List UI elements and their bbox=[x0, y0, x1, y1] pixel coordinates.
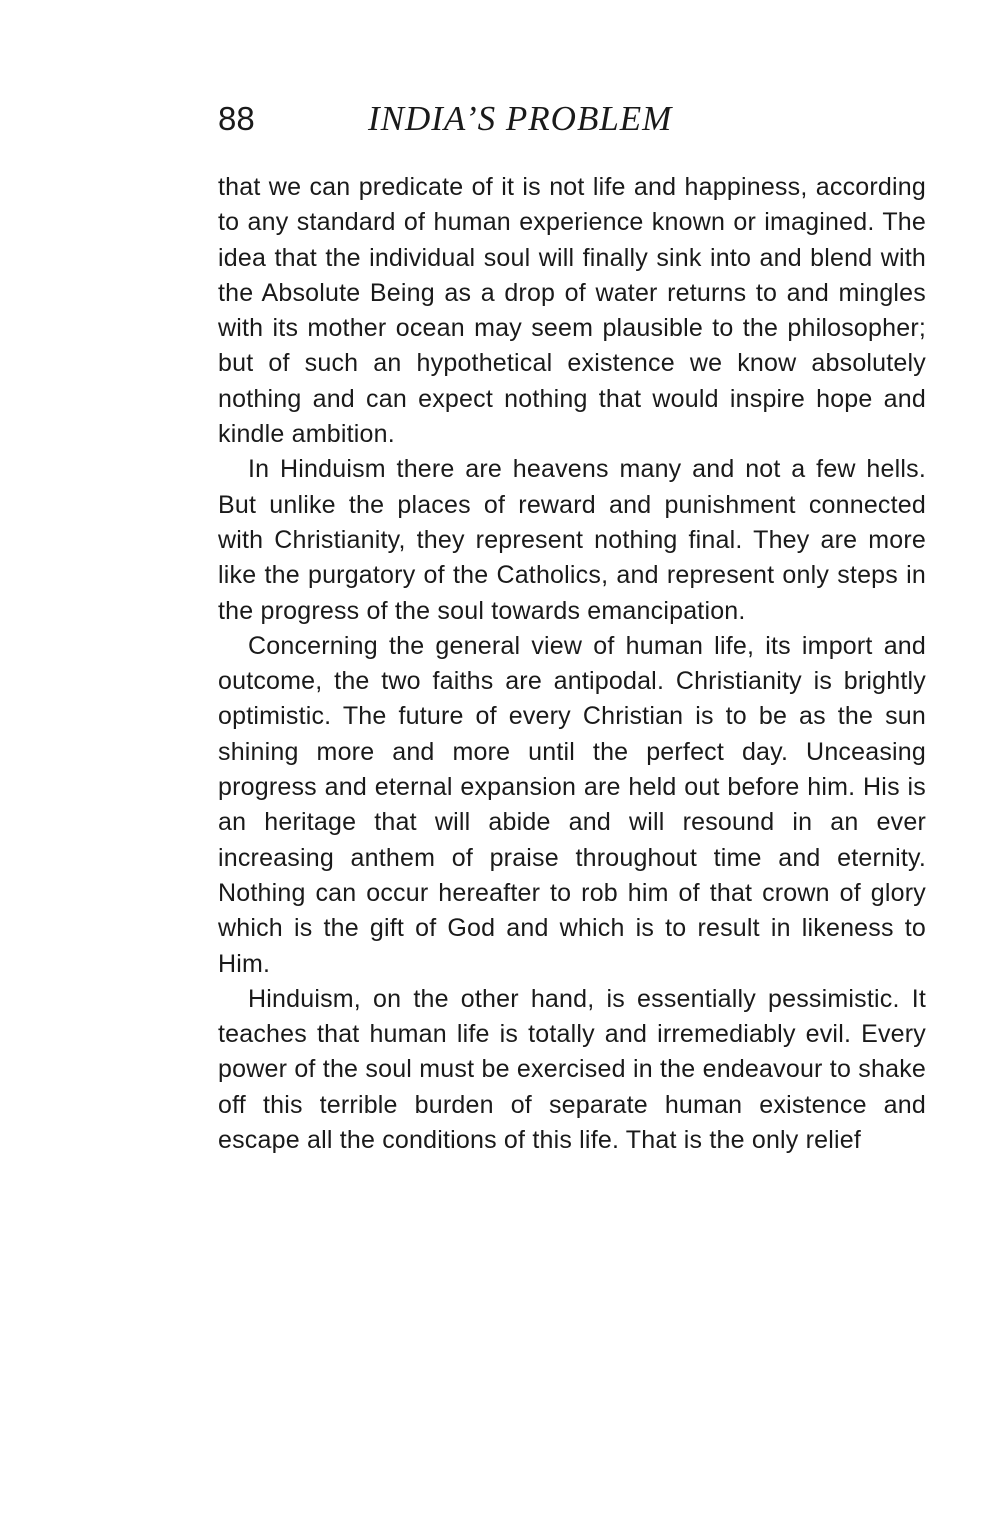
page-header bbox=[218, 96, 818, 146]
page-number: 88 bbox=[218, 100, 255, 137]
paragraph-3: Concerning the general view of human life, its import and outcome, the two faiths are antipodal. Christianity is brightly optimistic. The future of every Christian is to be as the sun shining more and more until the perfect day. Unceasing progress and eternal expansion are held out before him. His is an heritage that will abide and will resound in an ever increasing anthem of praise throughout time and eternity. Nothing can occur hereafter to rob him of that crown of glory which is the gift of God and which is to result in likeness to Him. bbox=[218, 631, 926, 978]
running-title: INDIA’S PROBLEM bbox=[368, 99, 673, 138]
paragraph-1: that we can predicate of it is not life and happiness, according to any standard of human experience known or imagined. The idea that the individual soul will finally sink into and blend with the Absolute Being as a drop of water returns to and mingles with its mother ocean may seem plausible to the philosopher; but of such an hypothetical existence we know absolutely nothing and can expect nothing that would inspire hope and kindle ambition. bbox=[218, 173, 926, 449]
paragraph-4: Hinduism, on the other hand, is essentially pessimistic. It teaches that human life is totally and irremediably evil. Every power of the soul must be exercised in the endeavour to shake off this terrible burden of separate human existence and escape all the conditions of this life. That is the only relief bbox=[218, 984, 926, 1155]
paragraph-2: In Hinduism there are heavens many and not a few hells. But unlike the places of reward and punishment connected with Christianity, they represent nothing final. They are more like the purgatory of the Catholics, and represent only steps in the progress of the soul towards emancipation. bbox=[218, 455, 926, 625]
body-text bbox=[218, 170, 926, 1158]
